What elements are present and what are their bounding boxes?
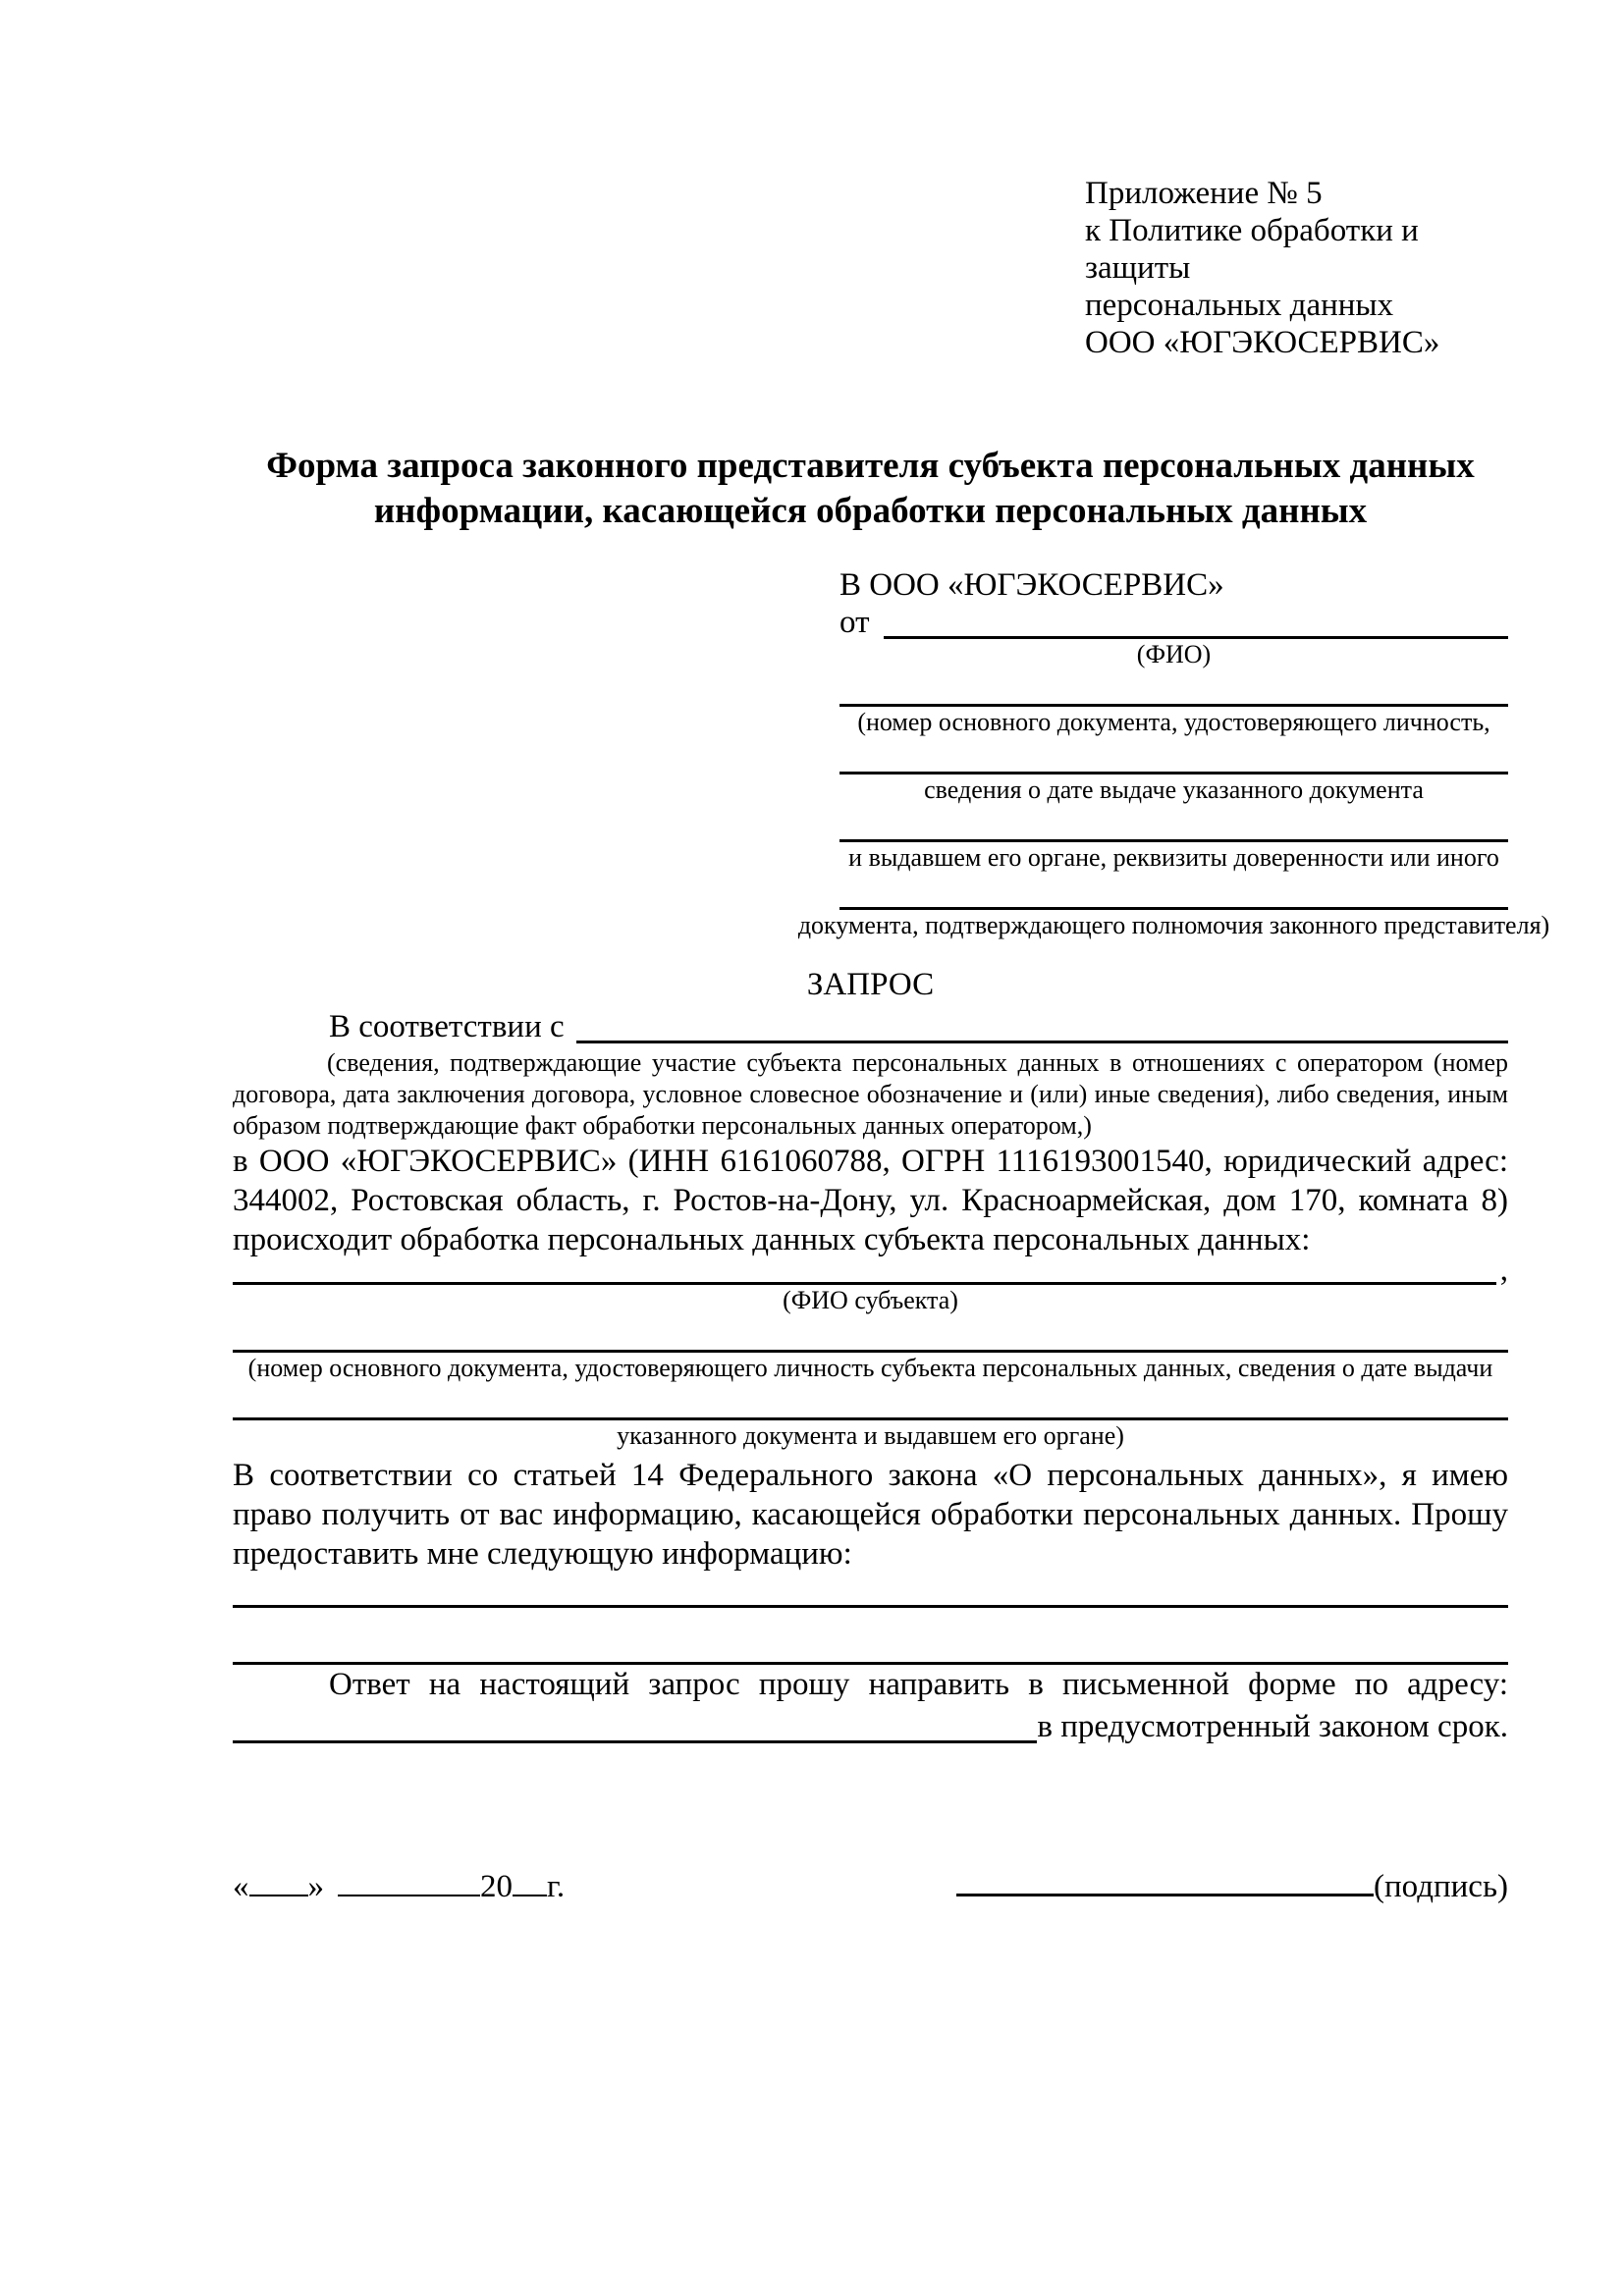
date-day-line[interactable] (249, 1865, 308, 1896)
year-suffix: г. (547, 1869, 566, 1904)
signature-caption: (подпись) (1374, 1869, 1508, 1904)
appendix-line: Приложение № 5 (1085, 176, 1323, 211)
date-month-line[interactable] (338, 1865, 480, 1896)
doc-caption-1: (номер основного документа, удостоверяющего личность, (857, 708, 1490, 736)
appendix-line: к Политике обработки и защиты (1085, 213, 1419, 286)
operator-paragraph: в ООО «ЮГЭКОСЕРВИС» (ИНН 6161060788, ОГРН 1116193001540, юридический адрес: 344002, Ростовская область, г. Ростов-на-Дону, ул. Красноармейская, дом 170, комната 8) происходит обработка персональных данных субъекта персональных данных: (233, 1144, 1508, 1257)
doc-caption-4: документа, подтверждающего полномочия законного представителя) (797, 911, 1550, 939)
accordance-field-line[interactable] (576, 1041, 1508, 1043)
doc-field-line-4[interactable] (839, 874, 1508, 910)
subject-comma: , (1499, 1253, 1508, 1288)
addressee-to: В ООО «ЮГЭКОСЕРВИС» (839, 567, 1224, 603)
doc-caption-2: сведения о дате выдаче указанного документа (924, 775, 1424, 804)
page-title-line-1: Форма запроса законного представителя субъекта персональных данных (266, 446, 1475, 486)
answer-tail-row (233, 1704, 1508, 1743)
doc-field-line-2[interactable] (839, 738, 1508, 774)
doc-caption-3: и выдавшем его органе, реквизиты доверенности или иного (848, 843, 1499, 872)
footer-row (233, 1871, 1508, 1906)
date-year-line[interactable] (513, 1865, 547, 1896)
subject-fio-caption: (ФИО субъекта) (783, 1286, 958, 1314)
law-paragraph: В соответствии со статьей 14 Федерального закона «О персональных данных», я имею право получить от вас информацию, касающейся обработки персональных данных. Прошу предоставить мне следующую информацию: (233, 1458, 1508, 1572)
accordance-lead: В соответствии с (329, 1009, 565, 1044)
addressee-block (797, 565, 1550, 941)
year-prefix: 20 (480, 1869, 513, 1904)
page-title (233, 444, 1508, 534)
answer-tail: в предусмотренный законом срок. (1037, 1709, 1508, 1744)
address-field-line[interactable] (233, 1740, 1037, 1743)
appendix-line: персональных данных (1085, 288, 1394, 323)
appendix-block (1085, 175, 1508, 361)
fine-print: (сведения, подтверждающие участие субъекта персональных данных в отношениях с оператором (номер договора, дата заключения договора, условное словесное обозначение и (или) иные сведения), либо сведения, иным образом подтверждающие факт обработки персональных данных оператором,) (233, 1048, 1508, 1140)
subject-doc-caption-1: (номер основного документа, удостоверяющего личность субъекта персональных данных, сведения о дате выдачи (247, 1354, 1493, 1382)
answer-paragraph: Ответ на настоящий запрос прошу направить в письменной форме по адресу: (329, 1667, 1508, 1702)
doc-field-line-3[interactable] (839, 806, 1508, 842)
subject-doc-field-line-1[interactable] (233, 1316, 1508, 1353)
signature-group (956, 1864, 1508, 1906)
from-row (839, 605, 1508, 640)
page-title-line-2: информации, касающейся обработки персональных данных (373, 491, 1368, 531)
quote-open: « (233, 1869, 249, 1904)
request-heading: ЗАПРОС (806, 967, 935, 1002)
subject-doc-caption-2: указанного документа и выдавшем его органе) (617, 1421, 1124, 1450)
date-group (233, 1865, 565, 1906)
subject-doc-field-line-2[interactable] (233, 1384, 1508, 1420)
accordance-row (233, 1004, 1508, 1043)
subject-fio-row (233, 1253, 1508, 1288)
quote-close: » (307, 1869, 324, 1904)
info-field-line-1[interactable] (233, 1574, 1508, 1608)
doc-field-line-1[interactable] (839, 670, 1508, 707)
signature-line[interactable] (956, 1864, 1374, 1896)
info-field-line-2[interactable] (233, 1608, 1508, 1665)
from-label: от (839, 605, 870, 640)
fio-caption: (ФИО) (1136, 640, 1212, 668)
appendix-line: ООО «ЮГЭКОСЕРВИС» (1085, 325, 1440, 360)
